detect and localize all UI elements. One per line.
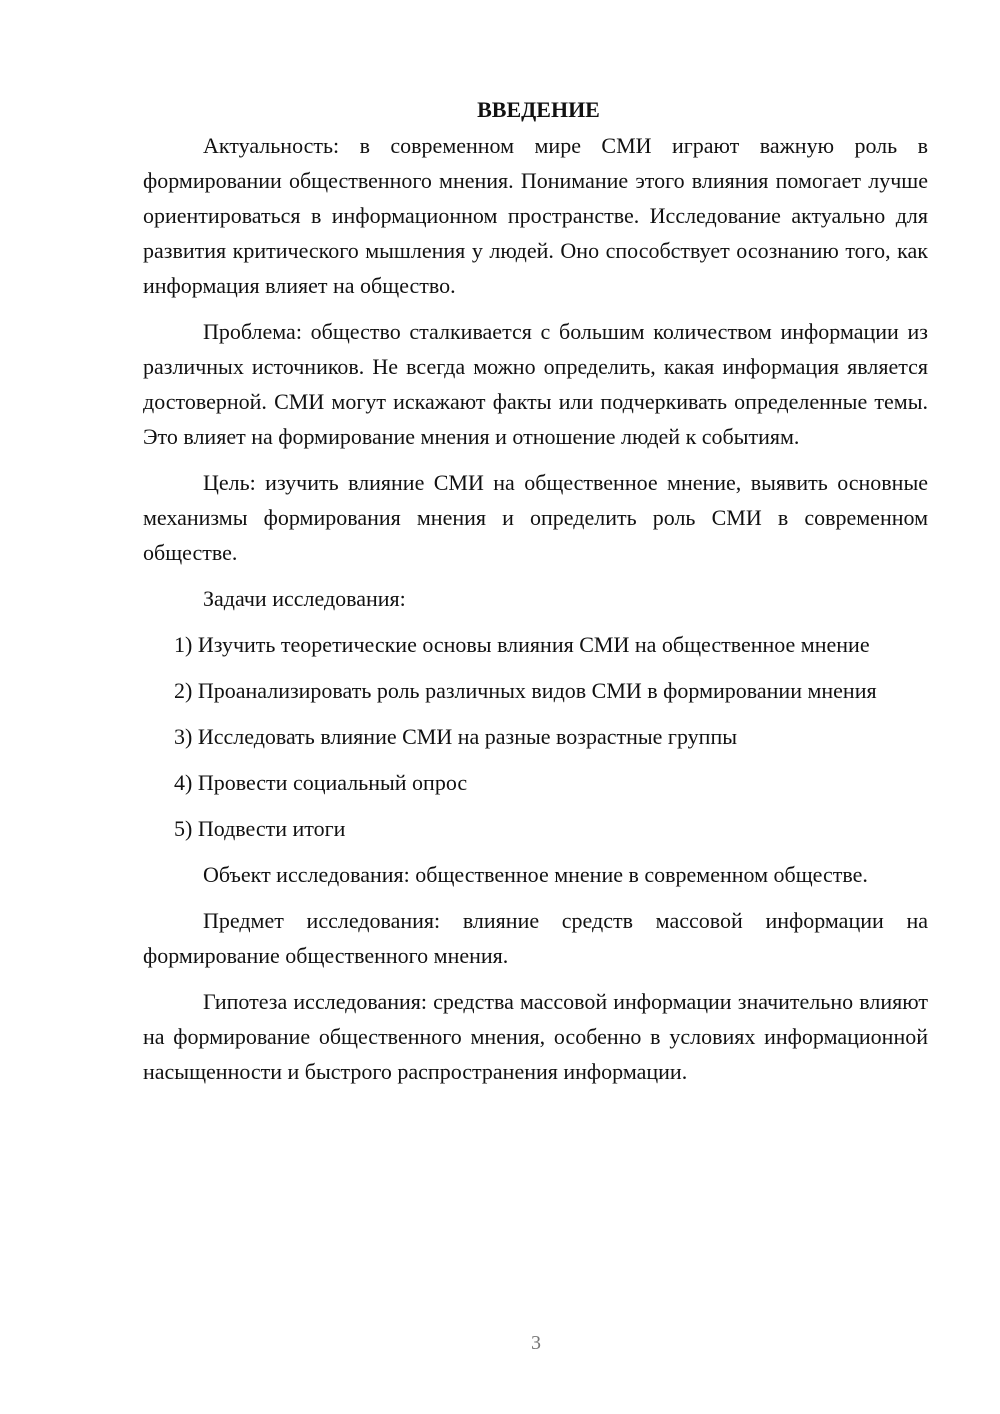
task-item-4: 4) Провести социальный опрос bbox=[174, 770, 468, 795]
paragraph-problem: Проблема: общество сталкивается с большим количеством информации из различных источников. Не всегда можно определить, какая информация является достоверной. СМИ могут искажают факты или подчеркивать определенные темы. Это влияет на формирование мнения и отношение людей к событиям. bbox=[143, 319, 928, 449]
paragraph-subject: Предмет исследования: влияние средств массовой информации на формирование общественного мнения. bbox=[143, 908, 928, 968]
paragraph-hypothesis: Гипотеза исследования: средства массовой информации значительно влияют на формирование общественного мнения, особенно в условиях информационной насыщенности и быстрого распространения информации. bbox=[143, 989, 928, 1084]
task-item-5: 5) Подвести итоги bbox=[174, 816, 346, 841]
task-item-3: 3) Исследовать влияние СМИ на разные возрастные группы bbox=[174, 724, 737, 749]
paragraph-relevance: Актуальность: в современном мире СМИ играют важную роль в формировании общественного мнения. Понимание этого влияния помогает лучше ориентироваться в информационном пространстве. Исследование актуально для развития критического мышления у людей. Оно способствует осознанию того, как информация влияет на общество. bbox=[143, 133, 928, 298]
task-item-1: 1) Изучить теоретические основы влияния СМИ на общественное мнение bbox=[174, 632, 870, 657]
paragraph-object: Объект исследования: общественное мнение в современном обществе. bbox=[203, 862, 868, 887]
page-number: 3 bbox=[531, 1332, 541, 1354]
task-item-2: 2) Проанализировать роль различных видов СМИ в формировании мнения bbox=[174, 678, 877, 703]
page-content bbox=[143, 92, 928, 1089]
paragraph-goal: Цель: изучить влияние СМИ на общественное мнение, выявить основные механизмы формирования мнения и определить роль СМИ в современном обществе. bbox=[143, 470, 928, 565]
section-heading: ВВЕДЕНИЕ bbox=[477, 97, 600, 122]
tasks-title: Задачи исследования: bbox=[203, 586, 406, 611]
